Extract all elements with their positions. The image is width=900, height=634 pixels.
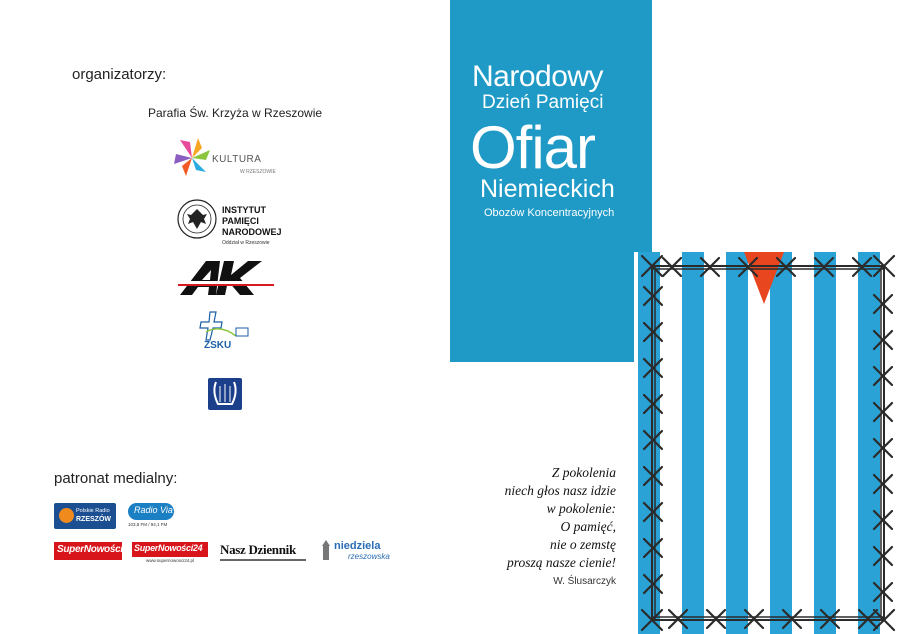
poem bbox=[468, 464, 616, 572]
title-line-1: Narodowy bbox=[472, 60, 604, 93]
ipn-line-1: INSTYTUT bbox=[222, 205, 266, 215]
media-heading: patronat medialny: bbox=[54, 470, 178, 487]
stripe bbox=[726, 252, 748, 634]
lyre-logo bbox=[206, 374, 244, 412]
title-line-5: Obozów Koncentracyjnych bbox=[484, 207, 615, 219]
title-line-4: Niemieckich bbox=[480, 175, 615, 203]
radio-via-name: Radio Via bbox=[134, 505, 173, 515]
radio-via-logo bbox=[124, 503, 178, 529]
poem-line-2: niech głos nasz idzie bbox=[504, 483, 616, 498]
supernowosci-name: SuperNowości bbox=[57, 544, 123, 555]
zsku-logo bbox=[196, 310, 254, 358]
poem-line-4: O pamięć, bbox=[560, 519, 616, 534]
stripe bbox=[682, 252, 704, 634]
kultura-sub: W RZESZOWIE bbox=[240, 169, 276, 175]
cross-emblem-icon bbox=[196, 310, 254, 342]
pinwheel-icon bbox=[172, 136, 212, 180]
title-line-3: Ofiar bbox=[470, 114, 596, 181]
poem-line-5: nie o zemstę bbox=[550, 537, 616, 552]
poem-line-3: w pokolenie: bbox=[546, 501, 616, 516]
radio-via-freq: 103,8 FM / 94,1 FM bbox=[128, 522, 168, 527]
poem-line-6: proszą nasze cienie! bbox=[507, 555, 616, 570]
nasz-dziennik-name: Nasz Dziennik bbox=[220, 542, 296, 557]
niedziela-logo bbox=[320, 538, 400, 562]
striped-uniform-barbed-wire-illustration bbox=[634, 252, 900, 634]
ipn-line-3: NARODOWEJ bbox=[222, 227, 282, 237]
supernowosci24-logo bbox=[132, 542, 208, 564]
organizers-heading: organizatorzy: bbox=[72, 66, 167, 83]
ak-anchor-icon bbox=[176, 259, 276, 297]
poem-author: W. Ślusarczyk bbox=[553, 576, 616, 587]
kultura-name: KULTURA bbox=[212, 154, 262, 165]
stripe bbox=[814, 252, 836, 634]
polskie-radio-logo bbox=[54, 503, 116, 529]
nasz-dziennik-logo bbox=[220, 542, 308, 562]
poem-line-1: Z pokolenia bbox=[551, 465, 616, 480]
parish-name: Parafia Św. Krzyża w Rzeszowie bbox=[148, 106, 323, 120]
prr-line-2: RZESZÓW bbox=[76, 516, 111, 523]
supernowosci-logo bbox=[54, 542, 122, 560]
nasz-dziennik-underline bbox=[220, 559, 306, 561]
niedziela-sub: rzeszowska bbox=[348, 552, 390, 561]
stripe bbox=[770, 252, 792, 634]
zsku-name: ZSKU bbox=[204, 340, 232, 351]
supernowosci24-name: SuperNowości24 bbox=[134, 543, 203, 553]
title-line-2: Dzień Pamięci bbox=[482, 92, 604, 113]
lyre-icon bbox=[206, 374, 244, 412]
supernowosci24-url: www.supernowosci24.pl bbox=[146, 558, 195, 563]
kultura-logo bbox=[172, 136, 282, 182]
niedziela-name: niedziela bbox=[334, 540, 381, 552]
ipn-sub: Oddział w Rzeszowie bbox=[222, 240, 270, 246]
ipn-line-2: PAMIĘCI bbox=[222, 216, 259, 226]
prr-line-1: Polskie Radio bbox=[76, 508, 110, 514]
ak-logo bbox=[176, 259, 276, 297]
ipn-logo bbox=[176, 198, 286, 250]
eagle-seal-icon bbox=[176, 198, 218, 240]
radio-circle-icon bbox=[59, 508, 74, 523]
church-figure-icon bbox=[320, 540, 332, 560]
